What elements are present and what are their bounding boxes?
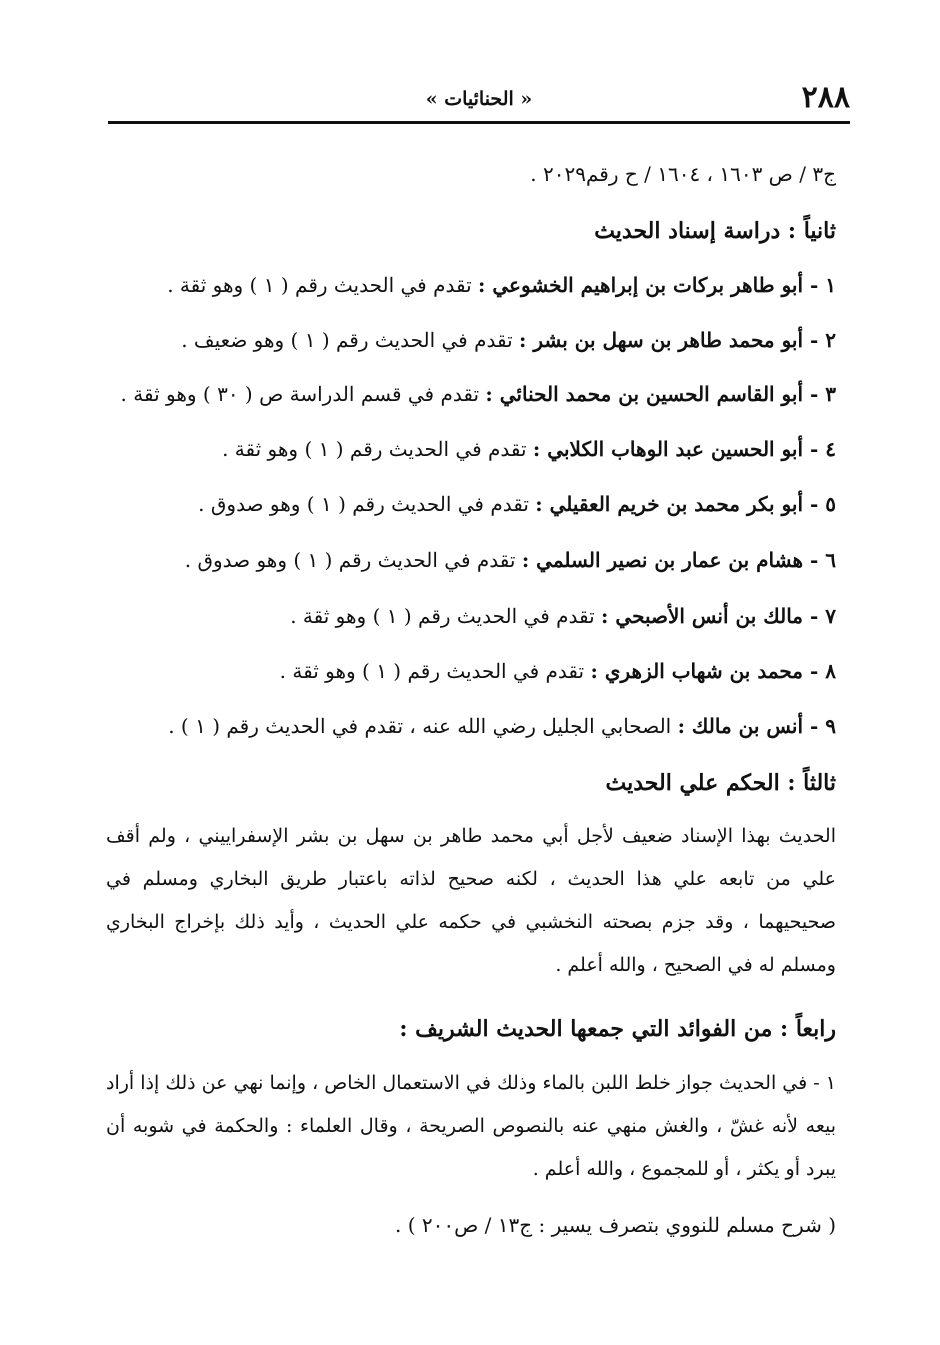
- benefits-paragraph: ١ - في الحديث جواز خلط اللبن بالماء وذلك في الاستعمال الخاص ، وإنما نهي عن ذلك إذا أراد بيعه لأنه غشّ ، والغش منهي عنه بالنصوص الصريحة ، وقال العلماء : والحكمة في شوبه أن يبرد أو يكثر ، أو للمجموع ، والله أعلم .: [106, 1072, 836, 1180]
- source-citation: ( شرح مسلم للنووي بتصرف يسير : ج١٣ / ص٢٠٠ ) .: [395, 1213, 836, 1237]
- ruling-paragraph: الحديث بهذا الإسناد ضعيف لأجل أبي محمد طاهر بن سهل بن بشر الإسفراييني ، ولم أقف علي من تابعه علي هذا الحديث ، لكنه صحيح لذاته باعتبار طريق البخاري ومسلم في صحيحيهما ، وقد جزم بصحته النخشبي في حكمه علي الحديث ، وأيد ذلك بإخراج البخاري ومسلم له في الصحيح ، والله أعلم .: [106, 825, 836, 976]
- narrator-name: ٤ - أبو الحسين عبد الوهاب الكلابي :: [532, 437, 836, 461]
- narrator-note: تقدم في الحديث رقم ( ١ ) وهو ثقة .: [222, 437, 527, 461]
- narrator-name: ٥ - أبو بكر محمد بن خريم العقيلي :: [535, 492, 836, 516]
- narrator-item: [100, 325, 836, 355]
- narrator-item: [100, 656, 836, 686]
- narrator-note: تقدم في الحديث رقم ( ١ ) وهو صدوق .: [198, 492, 529, 516]
- reference-line: ج٣ / ص ١٦٠٣ ، ١٦٠٤ / ح رقم٢٠٢٩ .: [530, 162, 836, 186]
- narrator-item: [100, 489, 836, 519]
- narrator-note: تقدم في قسم الدراسة ص ( ٣٠ ) وهو ثقة .: [120, 382, 480, 406]
- narrator-name: ١ - أبو طاهر بركات بن إبراهيم الخشوعي :: [478, 273, 836, 297]
- narrator-note: الصحابي الجليل رضي الله عنه ، تقدم في الحديث رقم ( ١ ) .: [168, 714, 672, 738]
- narrator-item: [100, 270, 836, 300]
- narrator-name: ٢ - أبو محمد طاهر بن سهل بن بشر :: [519, 328, 836, 352]
- narrator-note: تقدم في الحديث رقم ( ١ ) وهو ثقة .: [279, 659, 585, 683]
- narrator-note: تقدم في الحديث رقم ( ١ ) وهو ثقة .: [167, 273, 472, 297]
- narrator-item: [100, 379, 836, 409]
- running-title: « الحنائيات »: [425, 88, 533, 110]
- narrator-item: [100, 711, 836, 741]
- narrator-name: ٧ - مالك بن أنس الأصبحي :: [601, 604, 836, 628]
- narrator-note: تقدم في الحديث رقم ( ١ ) وهو صدوق .: [184, 548, 516, 572]
- page-header: [108, 78, 850, 122]
- narrator-name: ٣ - أبو القاسم الحسين بن محمد الحنائي :: [485, 382, 836, 406]
- header-rule: [108, 121, 850, 124]
- narrator-item: [100, 434, 836, 464]
- narrator-note: تقدم في الحديث رقم ( ١ ) وهو ثقة .: [290, 604, 595, 628]
- narrator-name: ٨ - محمد بن شهاب الزهري :: [590, 659, 836, 683]
- section-heading-ruling: ثالثاً : الحكم علي الحديث: [605, 770, 836, 796]
- section-heading-benefits: رابعاً : من الفوائد التي جمعها الحديث الشريف :: [399, 1016, 836, 1042]
- narrator-item: [100, 545, 836, 575]
- narrator-name: ٩ - أنس بن مالك :: [677, 714, 836, 738]
- section-heading-isnad: ثانياً : دراسة إسناد الحديث: [594, 218, 836, 244]
- narrator-name: ٦ - هشام بن عمار بن نصير السلمي :: [521, 548, 836, 572]
- narrator-item: [100, 601, 836, 631]
- narrator-note: تقدم في الحديث رقم ( ١ ) وهو ضعيف .: [181, 328, 513, 352]
- page-number: ٢٨٨: [801, 80, 850, 115]
